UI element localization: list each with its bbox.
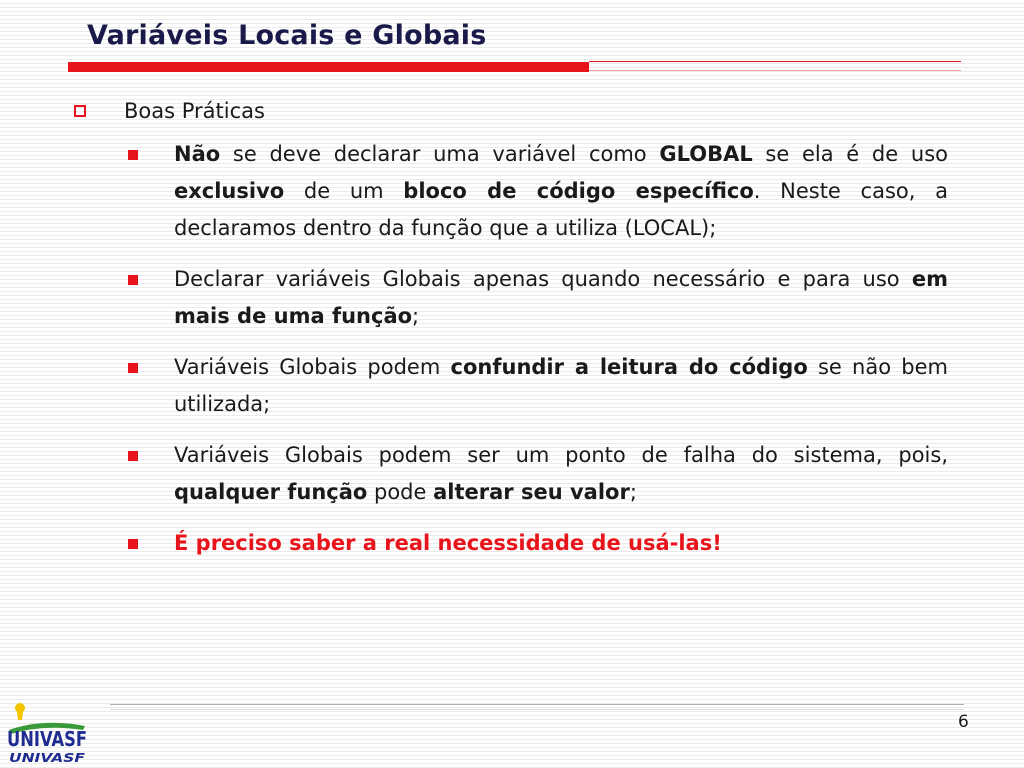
logo-torch-handle-icon bbox=[17, 712, 23, 720]
bullet-text: de um bbox=[284, 179, 404, 203]
logo-wordmark: UNIVASF bbox=[7, 727, 87, 751]
slide-title: Variáveis Locais e Globais bbox=[87, 20, 487, 51]
bullet-text: . Neste caso, a declaramos dentro da função que a utiliza (LOCAL); bbox=[174, 179, 948, 240]
bullet-emphasis-text: GLOBAL bbox=[659, 142, 753, 166]
univasf-logo bbox=[3, 700, 91, 766]
section-label: Boas Práticas bbox=[124, 99, 265, 123]
bullet-item bbox=[68, 136, 948, 247]
footer-divider bbox=[110, 704, 964, 705]
content-section bbox=[68, 94, 948, 576]
bullet-emphasis-text: É preciso saber a real necessidade de usá-las! bbox=[174, 531, 722, 555]
title-underline-bar bbox=[68, 62, 589, 72]
bullet-item bbox=[68, 437, 948, 511]
bullet-text: se deve declarar uma variável como bbox=[220, 142, 660, 166]
bullet-emphasis-text: qualquer função bbox=[174, 480, 368, 504]
bullet-emphasis-text: alterar seu valor bbox=[433, 480, 630, 504]
logo-torch-flame-icon bbox=[15, 703, 25, 713]
bullet-text: Declarar variáveis Globais apenas quando necessário e para uso bbox=[174, 267, 912, 291]
filled-square-bullet-icon bbox=[128, 539, 138, 549]
hollow-square-bullet-icon bbox=[74, 105, 86, 117]
bullet-emphasis-text: exclusivo bbox=[174, 179, 285, 203]
bullet-text: ; bbox=[412, 304, 420, 328]
filled-square-bullet-icon bbox=[128, 363, 138, 373]
bullet-text: Variáveis Globais podem ser um ponto de falha do sistema, pois, bbox=[174, 443, 948, 467]
title-underline-thin-line bbox=[589, 61, 961, 62]
bullet-emphasis-text: Não bbox=[174, 142, 221, 166]
bullet-text: Variáveis Globais podem bbox=[174, 355, 451, 379]
bullet-text: se ela é de uso bbox=[752, 142, 948, 166]
bullet-text: pode bbox=[367, 480, 434, 504]
bullet-emphasis-text: em mais de uma função bbox=[174, 267, 948, 328]
logo-caption: UNIVASF bbox=[9, 751, 87, 765]
bullet-text: se não bem utilizada; bbox=[174, 355, 948, 416]
bullet-emphasis-text: confundir a leitura do código bbox=[450, 355, 808, 379]
filled-square-bullet-icon bbox=[128, 275, 138, 285]
filled-square-bullet-icon bbox=[128, 451, 138, 461]
page-number: 6 bbox=[958, 712, 969, 732]
bullet-item bbox=[68, 349, 948, 423]
section-heading bbox=[68, 94, 948, 128]
bullet-text: ; bbox=[629, 480, 637, 504]
bullet-list bbox=[68, 136, 948, 562]
bullet-item bbox=[68, 261, 948, 335]
title-underline-thin-line-lower bbox=[589, 70, 961, 71]
footer-divider-lower bbox=[110, 709, 964, 710]
bullet-emphasis-text: bloco de código específico bbox=[403, 179, 754, 203]
bullet-item bbox=[68, 525, 948, 562]
filled-square-bullet-icon bbox=[128, 150, 138, 160]
